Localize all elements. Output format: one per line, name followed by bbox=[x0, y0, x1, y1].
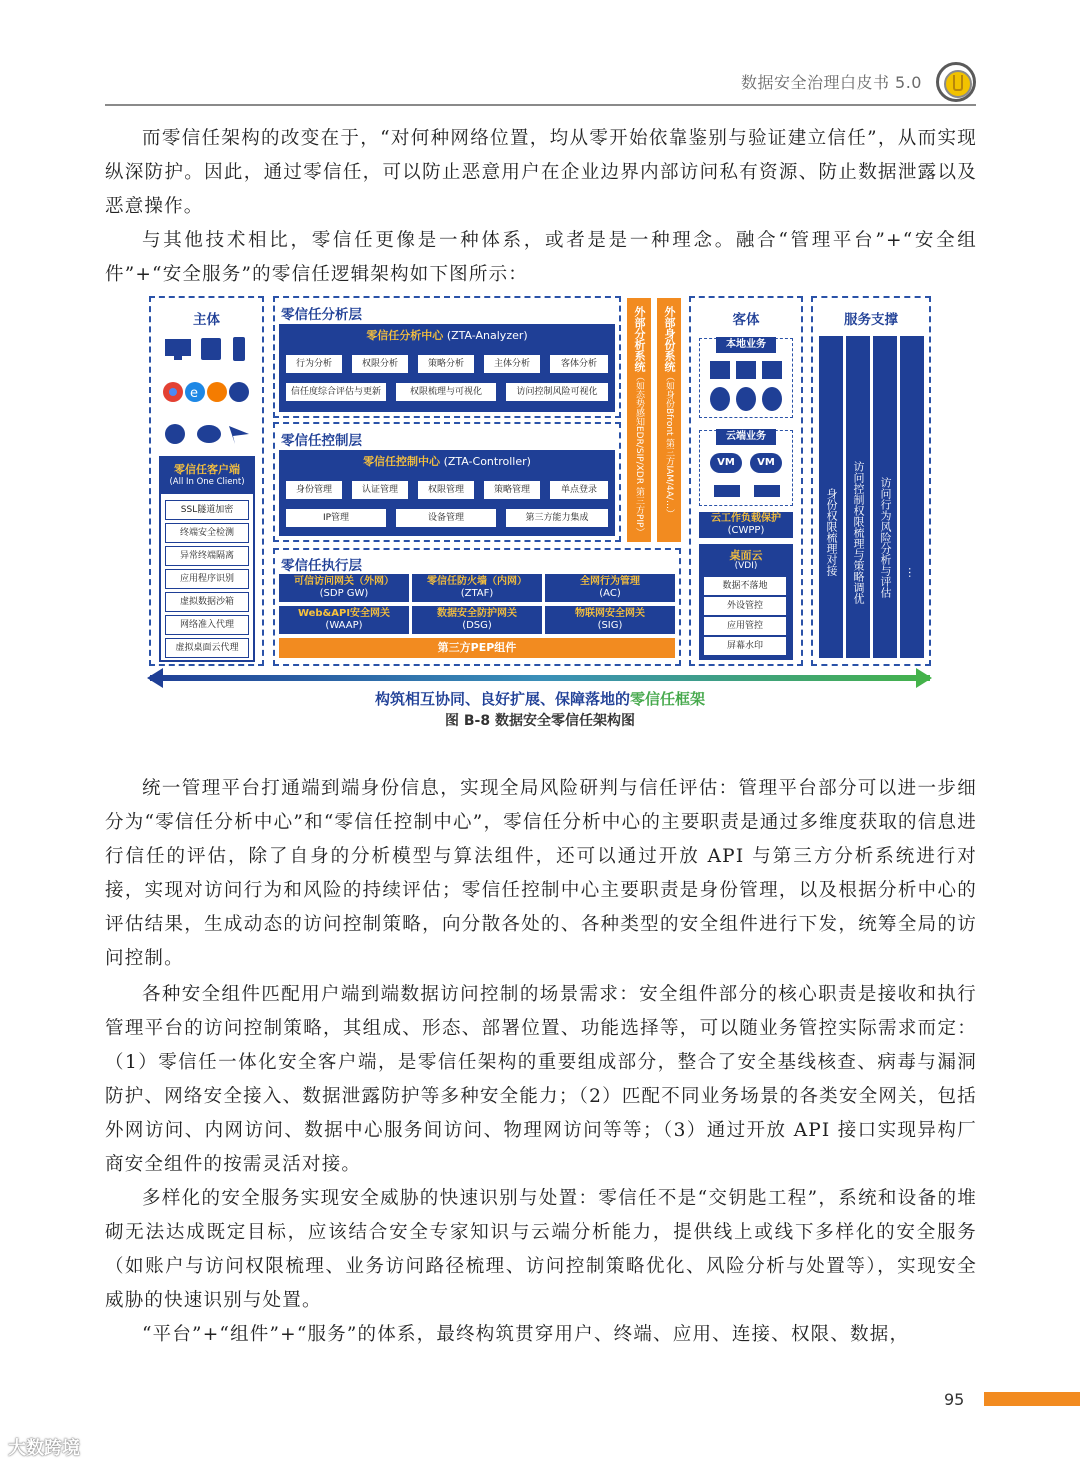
gateway-ztaf bbox=[412, 574, 542, 602]
vdi-box bbox=[699, 544, 793, 660]
cloud-business-box bbox=[699, 430, 793, 506]
analysis-item: 访问控制风险可视化 bbox=[505, 382, 609, 402]
vm-cloud: VM bbox=[750, 453, 782, 473]
object-panel bbox=[689, 296, 803, 666]
control-center-en: (ZTA-Controller) bbox=[443, 455, 531, 468]
client-item: 网络准入代理 bbox=[165, 615, 249, 635]
client-item: SSL隧道加密 bbox=[165, 500, 249, 520]
zero-trust-architecture-diagram bbox=[149, 296, 933, 668]
association-logo-icon bbox=[936, 62, 976, 102]
gateway-sub: (WAAP) bbox=[325, 620, 363, 631]
vm-cloud: VM bbox=[710, 453, 742, 473]
subject-title: 主体 bbox=[193, 312, 220, 328]
external-analysis-system bbox=[627, 298, 651, 542]
external-analysis-title: 外部分析系统 bbox=[633, 306, 646, 372]
gateway-name: Web&API安全网关 bbox=[297, 608, 391, 619]
vdi-item: 屏幕水印 bbox=[703, 636, 787, 656]
control-item: 身份管理 bbox=[285, 480, 343, 500]
vdi-item: 数据不落地 bbox=[703, 576, 787, 596]
framework-slogan bbox=[150, 688, 930, 709]
cwpp-title: 云工作负载保护 bbox=[711, 513, 781, 524]
gateway-dsg bbox=[412, 606, 542, 634]
analysis-center bbox=[279, 324, 615, 412]
gateway-sub: (SIG) bbox=[597, 620, 623, 631]
object-title: 客体 bbox=[732, 312, 760, 328]
analysis-item: 权限分析 bbox=[351, 354, 409, 374]
control-item: IP管理 bbox=[285, 508, 387, 528]
gateway-name: 零信任防火墙（内网） bbox=[427, 576, 527, 587]
control-item: 策略管理 bbox=[483, 480, 541, 500]
analysis-layer bbox=[273, 296, 621, 418]
arrow-right-icon bbox=[916, 668, 932, 688]
vdi-item: 应用管控 bbox=[703, 616, 787, 636]
analysis-item: 信任度综合评估与更新 bbox=[285, 382, 387, 402]
vdi-sub: (VDI) bbox=[734, 561, 758, 571]
subject-panel bbox=[149, 296, 264, 666]
page-accent-bar bbox=[984, 1392, 1080, 1406]
paragraph-6: “平台”+“组件”+“服务”的体系，最终构筑贯穿用户、终端、应用、连接、权限、数据， bbox=[142, 1324, 910, 1345]
zt-client-box bbox=[159, 456, 255, 662]
slogan-highlight: 零信任框架 bbox=[630, 690, 706, 708]
third-party-pep: 第三方PEP组件 bbox=[279, 638, 675, 658]
devices-icon bbox=[163, 336, 253, 364]
cloud-business-title: 云端业务 bbox=[716, 429, 776, 445]
gateway-name: 全网行为管理 bbox=[580, 576, 640, 587]
control-item: 设备管理 bbox=[395, 508, 497, 528]
analysis-item: 权限梳理与可视化 bbox=[395, 382, 497, 402]
arrow-left-icon bbox=[147, 668, 163, 688]
client-item: 虚拟桌面云代理 bbox=[165, 638, 249, 658]
local-business-box bbox=[699, 338, 793, 418]
control-center-title: 零信任控制中心 bbox=[363, 455, 441, 468]
paragraph-1: 而零信任架构的改变在于，“对何种网络位置，均从零开始依靠鉴别与验证建立信任”，从而实现纵深防护。因此，通过零信任，可以防止恶意用户在企业边界内部访问私有资源、防止数据泄露以及恶意操作。 bbox=[105, 128, 977, 217]
external-analysis-sub: （如态势感知EDR/SIP/XDR 第三方PIP） bbox=[634, 372, 644, 537]
slogan-part: 构筑相互协同、良好扩展、保障落地的 bbox=[374, 690, 630, 708]
execution-layer-title: 零信任执行层 bbox=[281, 558, 362, 574]
gateway-sub: (ZTAF) bbox=[460, 588, 494, 599]
gateway-sdp bbox=[279, 574, 409, 602]
control-item: 第三方能力集成 bbox=[505, 508, 609, 528]
service-column: 访问行为风险分析与评估 bbox=[873, 336, 897, 658]
analysis-center-title: 零信任分析中心 bbox=[366, 329, 444, 342]
control-layer-title: 零信任控制层 bbox=[281, 433, 362, 449]
control-item: 认证管理 bbox=[351, 480, 409, 500]
paragraph-3: 统一管理平台打通端到端身份信息，实现全局风险研判与信任评估：管理平台部分可以进一步细分为“零信任分析中心”和“零信任控制中心”，零信任分析中心的主要职责是通过多维度获取的信息进行信任的评估，除了自身的分析模型与算法组件，还可以通过开放 API 与第三方分析系统进行对接，实现对访问行为和风险的持续评估；零信任控制中心主要职责是身份管理，以及根据分析中心的评估结果，生成动态的访问控制策略，向分散各处的、各种类型的安全组件进行下发，统筹全局的访问控制。 bbox=[105, 778, 977, 969]
figure-caption: 图 B-8 数据安全零信任架构图 bbox=[445, 713, 635, 729]
analysis-layer-title: 零信任分析层 bbox=[281, 307, 362, 323]
gateway-name: 可信访问网关（外网） bbox=[294, 576, 394, 587]
gateway-name: 物联网安全网关 bbox=[575, 608, 645, 619]
zt-client-sub: (All In One Client) bbox=[169, 477, 245, 487]
brand-watermark: 大数跨境 bbox=[8, 1438, 80, 1459]
service-support-panel bbox=[811, 296, 931, 666]
gateway-sig bbox=[545, 606, 675, 634]
local-business-title: 本地业务 bbox=[716, 337, 776, 353]
service-column: 身份权限梳理对接 bbox=[819, 336, 843, 658]
apps-icon bbox=[163, 420, 253, 448]
service-support-title: 服务支撑 bbox=[844, 312, 898, 328]
gateway-sub: (AC) bbox=[599, 588, 621, 599]
client-item: 虚拟数据沙箱 bbox=[165, 592, 249, 612]
control-layer bbox=[273, 422, 621, 542]
client-item: 异常终端隔离 bbox=[165, 546, 249, 566]
external-identity-title: 外部身份系统 bbox=[663, 306, 676, 372]
cwpp-box bbox=[699, 512, 793, 538]
control-item: 单点登录 bbox=[549, 480, 609, 500]
browsers-icon bbox=[161, 378, 255, 406]
gateway-sub: (SDP GW) bbox=[319, 588, 369, 599]
client-item: 终端安全检测 bbox=[165, 523, 249, 543]
execution-layer bbox=[273, 548, 681, 666]
gateway-sub: (DSG) bbox=[462, 620, 492, 631]
vdi-title: 桌面云 bbox=[729, 549, 763, 562]
svg-text:e: e bbox=[190, 386, 198, 401]
external-identity-sub: （如身份Bfront 第三方IAM/4A/…） bbox=[664, 372, 674, 518]
external-identity-system bbox=[657, 298, 681, 542]
framework-arrow bbox=[150, 675, 930, 681]
paragraph-2: 与其他技术相比，零信任更像是一种体系，或者是是一种理念。融合“管理平台”+“安全组件”+“安全服务”的零信任逻辑架构如下图所示： bbox=[105, 230, 977, 285]
analysis-item: 客体分析 bbox=[549, 354, 609, 374]
vdi-item: 外设管控 bbox=[703, 596, 787, 616]
analysis-item: 策略分析 bbox=[417, 354, 475, 374]
analysis-center-en: (ZTA-Analyzer) bbox=[446, 329, 528, 342]
servers-databases-icon bbox=[708, 359, 786, 415]
control-item: 权限管理 bbox=[417, 480, 475, 500]
analysis-item: 行为分析 bbox=[285, 354, 343, 374]
running-header-title: 数据安全治理白皮书 5.0 bbox=[740, 73, 922, 92]
control-center bbox=[279, 450, 615, 536]
page-number: 95 bbox=[944, 1390, 965, 1409]
gateway-ac bbox=[545, 574, 675, 602]
zt-client-header bbox=[161, 458, 253, 494]
container-icon bbox=[710, 479, 784, 503]
service-column: … bbox=[900, 336, 924, 658]
paragraph-4: 各种安全组件匹配用户端到端数据访问控制的场景需求：安全组件部分的核心职责是接收和执行管理平台的访问控制策略，其组成、形态、部署位置、功能选择等，可以随业务管控实际需求而定：（1）零信任一体化安全客户端，是零信任架构的重要组成部分，整合了安全基线核查、病毒与漏洞防护、网络安全接入、数据泄露防护等多种安全能力；（2）匹配不同业务场景的各类安全网关，包括外网访问、内网访问、数据中心服务间访问、物理网访问等等；（3）通过开放 API 接口实现异构厂商安全组件的按需灵活对接。 bbox=[105, 984, 977, 1175]
service-column: 访问控制权限梳理与策略调优 bbox=[846, 336, 870, 658]
cwpp-sub: (CWPP) bbox=[727, 525, 765, 536]
client-item: 应用程序识别 bbox=[165, 569, 249, 589]
gateway-waap bbox=[279, 606, 409, 634]
header-divider bbox=[105, 104, 976, 106]
analysis-item: 主体分析 bbox=[483, 354, 541, 374]
gateway-name: 数据安全防护网关 bbox=[437, 608, 517, 619]
paragraph-5: 多样化的安全服务实现安全威胁的快速识别与处置：零信任不是“交钥匙工程”，系统和设备的堆砌无法达成既定目标，应该结合安全专家知识与云端分析能力，提供线上或线下多样化的安全服务（如账户与访问权限梳理、业务访问路径梳理、访问控制策略优化、风险分析与处置等），实现安全威胁的快速识别与处置。 bbox=[105, 1188, 977, 1311]
zt-client-title: 零信任客户端 bbox=[174, 463, 240, 476]
